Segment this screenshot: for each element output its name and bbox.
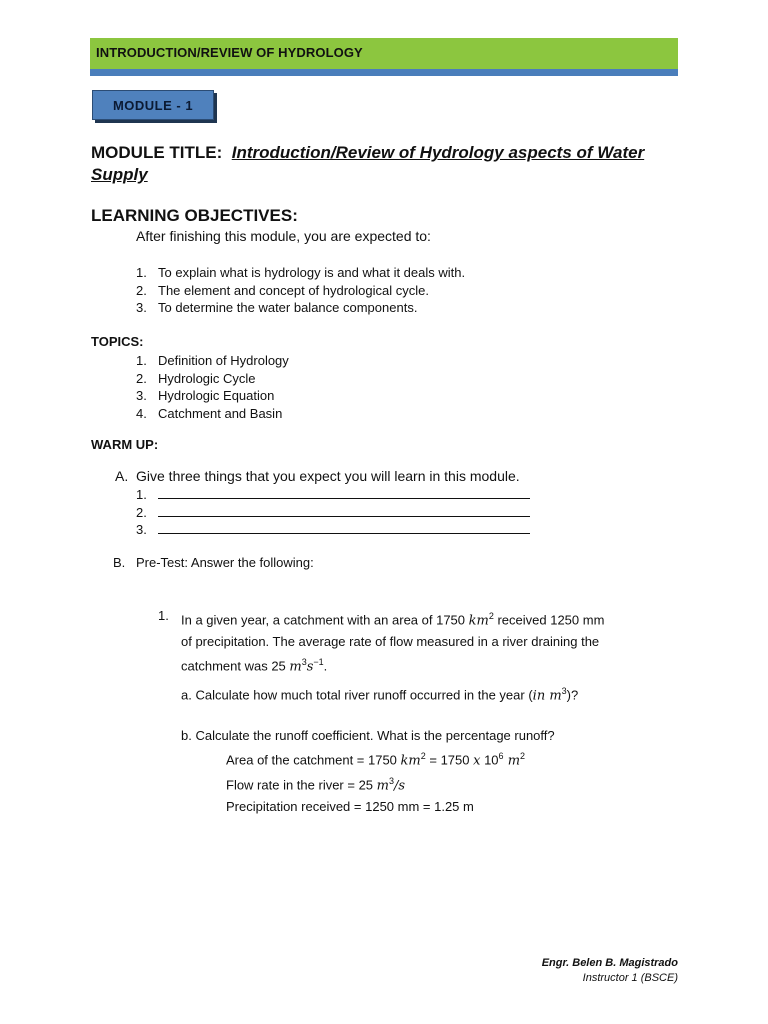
answer-blanks	[136, 486, 530, 539]
learning-objectives-heading: LEARNING OBJECTIVES:	[91, 206, 298, 225]
signature-block	[542, 956, 678, 986]
given-area: Area of the catchment = 1750 $km^2 = 1750$ x $10^6$ $m^2$	[226, 751, 526, 769]
list-item: 3. To determine the water balance components.	[136, 300, 418, 315]
list-item: 2. The element and concept of hydrological cycle.	[136, 282, 429, 298]
blank-line[interactable]	[158, 486, 530, 499]
given-flow: Flow rate in the river = 25 $m^3/s$	[226, 776, 406, 794]
header-title: INTRODUCTION/REVIEW OF HYDROLOGY	[96, 45, 363, 60]
list-item: 3. Hydrologic Equation	[136, 388, 275, 403]
module-title	[91, 142, 691, 186]
header-bar	[90, 38, 678, 76]
problem-statement	[181, 606, 681, 678]
problem-line: of precipitation. The average rate of flow measured in a river draining the	[181, 634, 600, 650]
list-item: 2. Hydrologic Cycle	[136, 370, 256, 386]
warm-up-part-b: B. Pre-Test: Answer the following:	[113, 555, 314, 570]
signature-name: Engr. Belen B. Magistrado	[541, 957, 678, 969]
module-title-label: MODULE TITLE:	[91, 143, 223, 162]
question-b: b. Calculate the runoff coefficient. What is the percentage runoff?	[181, 728, 555, 743]
answer-blank[interactable]: 2.	[136, 504, 530, 522]
given-precipitation: Precipitation received = 1250 mm = 1.25 m	[226, 798, 474, 814]
objectives-list	[136, 264, 465, 317]
warm-up-part-a: A. Give three things that you expect you will learn in this module.	[115, 468, 520, 484]
topics-heading: TOPICS:	[91, 334, 144, 349]
module-badge-label: MODULE - 1	[112, 97, 194, 113]
learning-objectives-intro: After finishing this module, you are expected to:	[136, 228, 431, 244]
problem-line: In a given year, a catchment with an area of 1750 $km^2$ received 1250 mm	[181, 611, 605, 629]
answer-blank[interactable]: 3.	[136, 521, 530, 539]
module-badge	[92, 90, 214, 120]
problem-number: 1.	[158, 608, 169, 623]
given-values	[226, 746, 525, 817]
blank-line[interactable]	[158, 504, 530, 517]
topics-list	[136, 352, 289, 422]
list-item: 1. To explain what is hydrology is and what it deals with.	[136, 265, 466, 280]
answer-blank[interactable]: 1.	[136, 486, 530, 504]
list-item: 1. Definition of Hydrology	[136, 353, 289, 368]
signature-role: Instructor 1 (BSCE)	[582, 972, 678, 984]
warm-up-heading: WARM UP:	[91, 437, 159, 452]
blank-line[interactable]	[158, 521, 530, 534]
problem-line: catchment was 25 $m^3s^{-1}$.	[181, 657, 328, 675]
question-a: a. Calculate how much total river runoff occurred in the year (in $m^3$)?	[181, 686, 579, 704]
list-item: 4. Catchment and Basin	[136, 405, 283, 421]
module-title-text: Introduction/Review of Hydrology aspects of Water Supply	[91, 143, 645, 184]
